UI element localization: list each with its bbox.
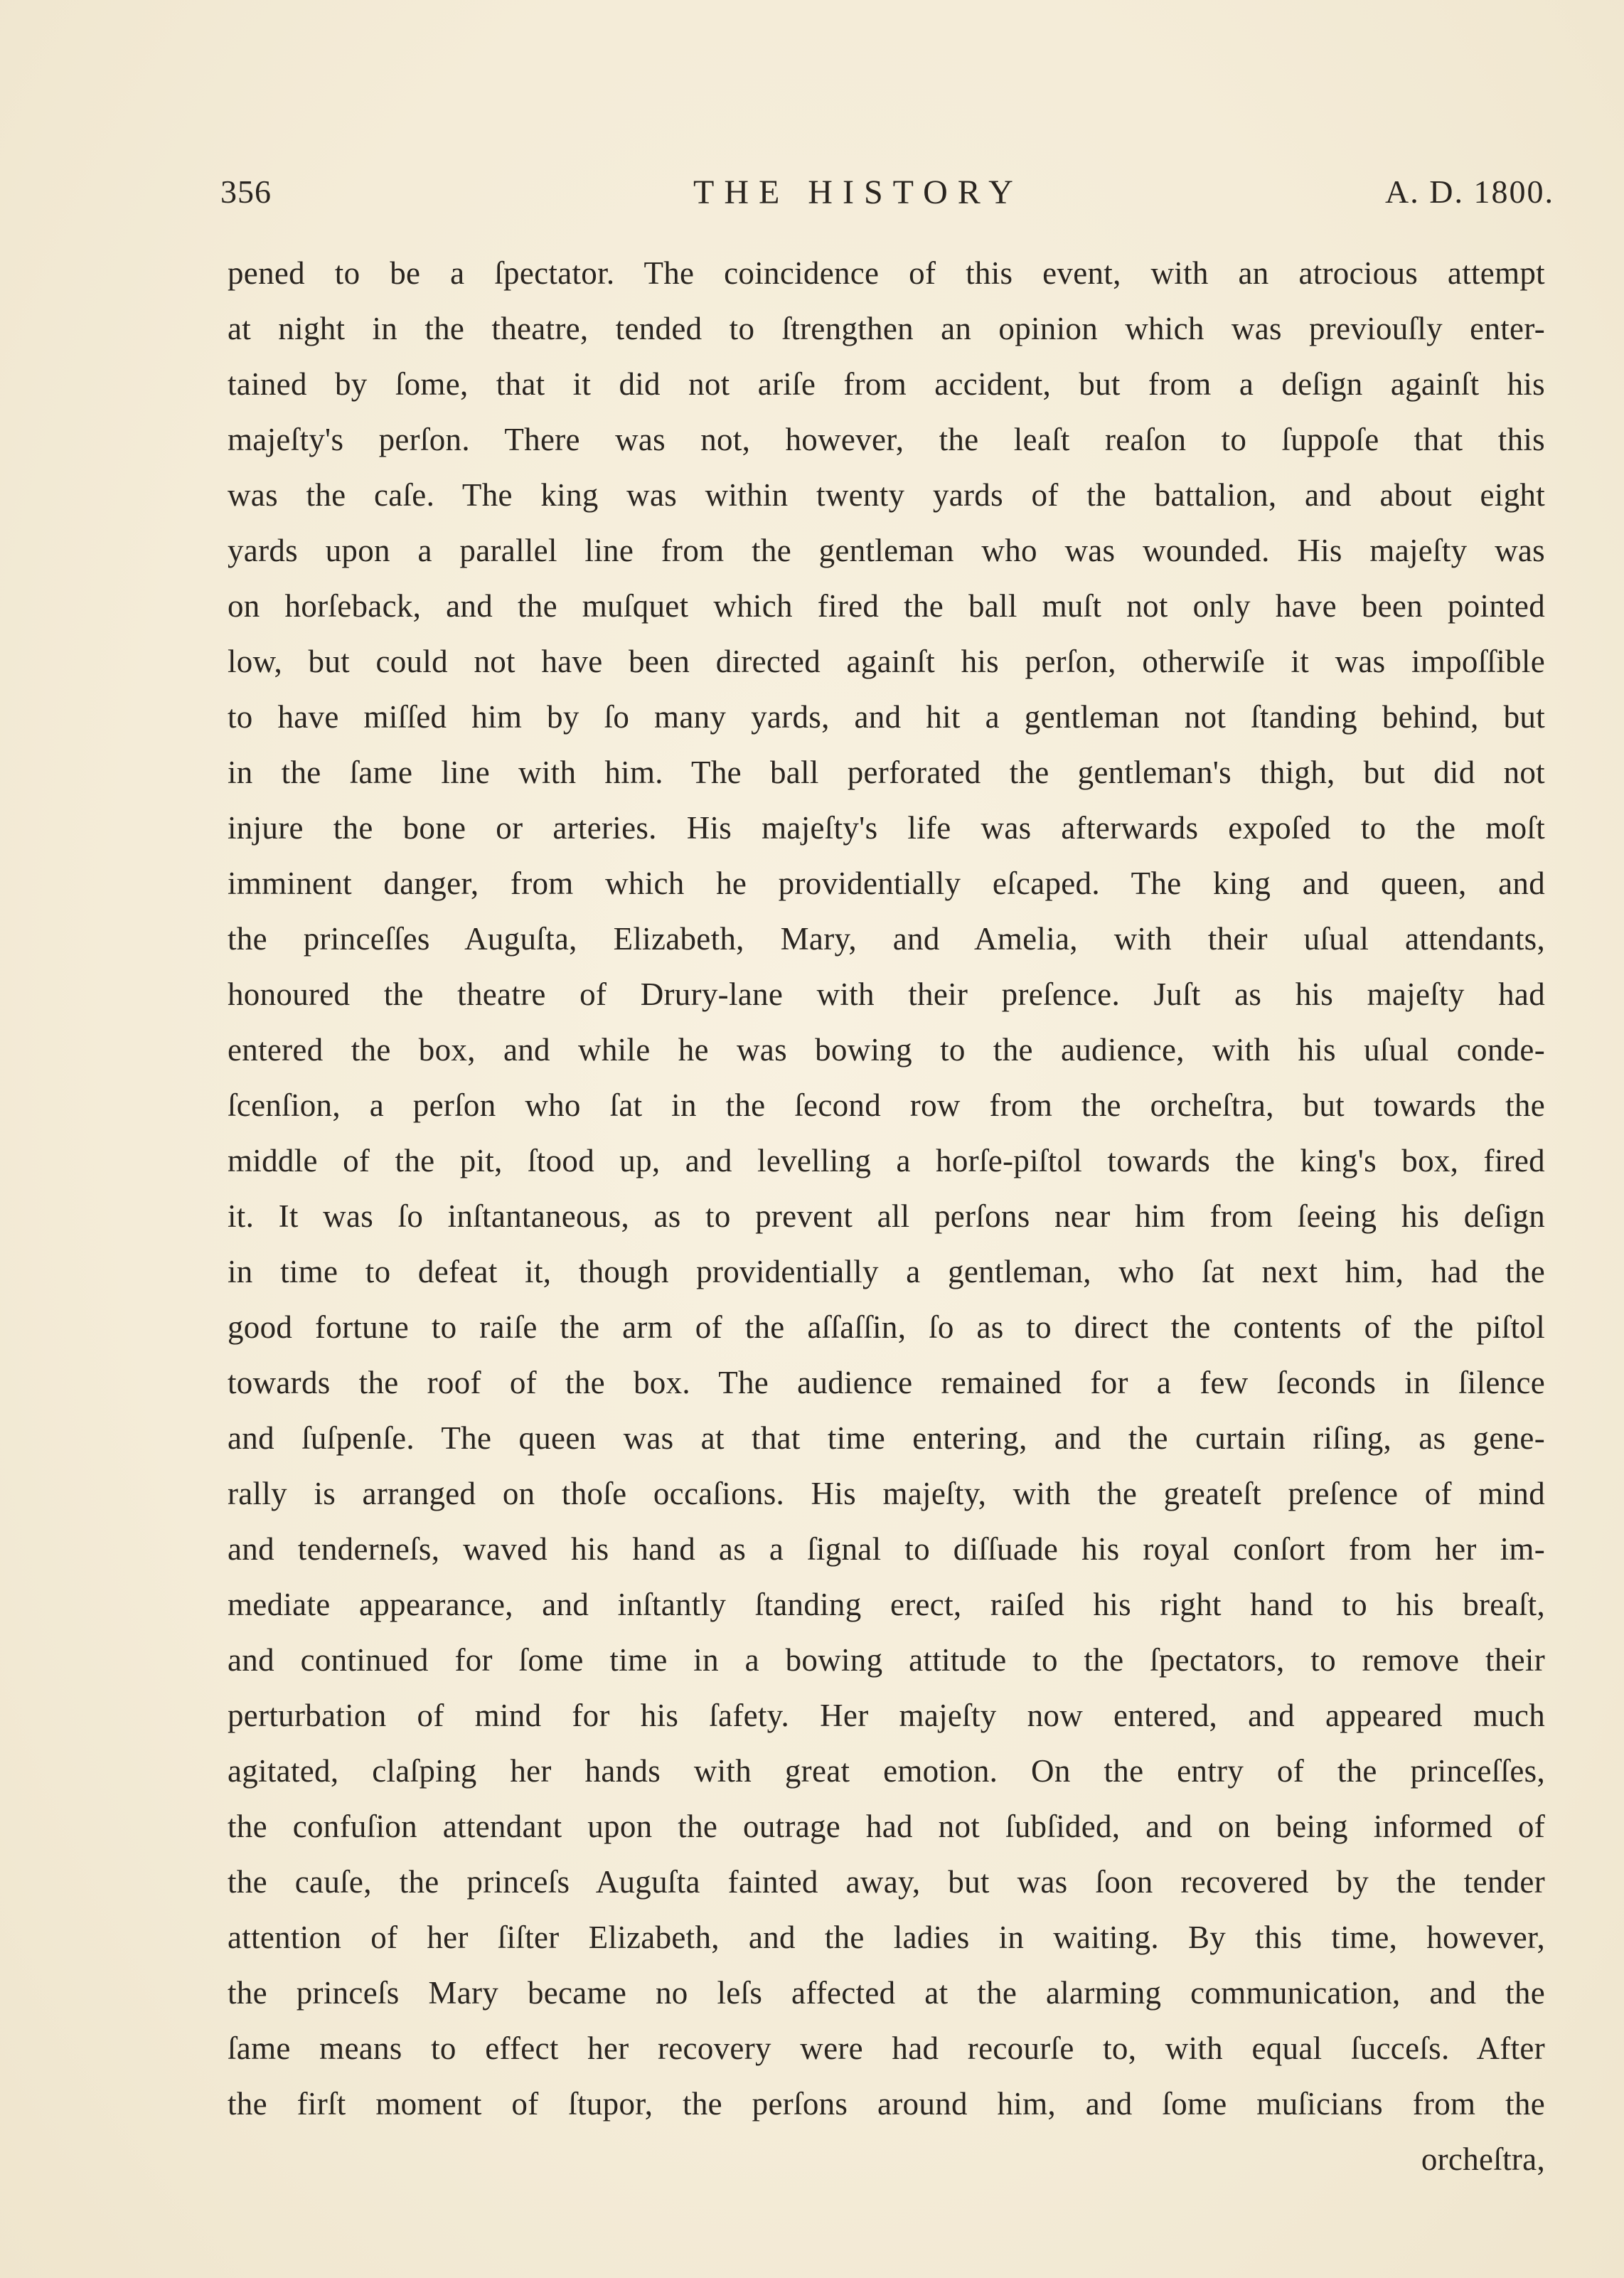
text-line: and ſuſpenſe. The queen was at that time entering, and the curtain riſing, as gene- bbox=[228, 1420, 1545, 1456]
page-number: 356 bbox=[220, 174, 272, 210]
text-line: the princeſs Mary became no leſs affected at the alarming communication, and the bbox=[228, 1975, 1545, 2011]
text-line: ſcenſion, a perſon who ſat in the ſecond row from the orcheſtra, but towards the bbox=[228, 1087, 1545, 1123]
text-line: pened to be a ſpectator. The coincidence of this event, with an atrocious attempt bbox=[228, 255, 1545, 291]
text-line: the confuſion attendant upon the outrage had not ſubſided, and on being informed of bbox=[228, 1809, 1545, 1844]
text-line: ſame means to effect her recovery were had recourſe to, with equal ſucceſs. After bbox=[228, 2030, 1545, 2066]
text-line: at night in the theatre, tended to ſtrengthen an opinion which was previouſly enter- bbox=[228, 311, 1545, 346]
page-header bbox=[220, 173, 1554, 223]
text-line: yards upon a parallel line from the gentleman who was wounded. His majeſty was bbox=[228, 533, 1545, 568]
text-line: perturbation of mind for his ſafety. Her majeſty now entered, and appeared much bbox=[228, 1698, 1545, 1733]
text-line: to have miſſed him by ſo many yards, and hit a gentleman not ſtanding behind, but bbox=[228, 699, 1545, 735]
text-line: and tenderneſs, waved his hand as a ſignal to diſſuade his royal conſort from her im- bbox=[228, 1531, 1545, 1567]
text-line: the princeſſes Auguſta, Elizabeth, Mary, and Amelia, with their uſual attendants, bbox=[228, 921, 1545, 957]
text-line: mediate appearance, and inſtantly ſtanding erect, raiſed his right hand to his breaſt, bbox=[228, 1587, 1545, 1622]
text-line: imminent danger, from which he providentially eſcaped. The king and queen, and bbox=[228, 866, 1545, 901]
text-line: towards the roof of the box. The audience remained for a few ſeconds in ſilence bbox=[228, 1365, 1545, 1400]
body-text bbox=[228, 245, 1545, 2187]
text-line: the cauſe, the princeſs Auguſta fainted away, but was ſoon recovered by the tender bbox=[228, 1864, 1545, 1900]
text-line: and continued for ſome time in a bowing attitude to the ſpectators, to remove their bbox=[228, 1642, 1545, 1678]
text-line: in the ſame line with him. The ball perforated the gentleman's thigh, but did not bbox=[228, 755, 1545, 790]
text-line: on horſeback, and the muſquet which fired the ball muſt not only have been pointed bbox=[228, 588, 1545, 624]
text-line: rally is arranged on thoſe occaſions. His majeſty, with the greateſt preſence of mind bbox=[228, 1476, 1545, 1511]
text-line: low, but could not have been directed againſt his perſon, otherwiſe it was impoſſible bbox=[228, 644, 1545, 679]
date-mark: A. D. 1800. bbox=[1385, 174, 1554, 210]
text-line: honoured the theatre of Drury-lane with their preſence. Juſt as his majeſty had bbox=[228, 976, 1545, 1012]
text-line: entered the box, and while he was bowing to the audience, with his uſual conde- bbox=[228, 1032, 1545, 1068]
text-line: agitated, claſping her hands with great emotion. On the entry of the princeſſes, bbox=[228, 1753, 1545, 1789]
text-line: majeſty's perſon. There was not, however, the leaſt reaſon to ſuppoſe that this bbox=[228, 422, 1545, 457]
text-line: in time to defeat it, though providentially a gentleman, who ſat next him, had the bbox=[228, 1254, 1545, 1289]
catchword: orcheſtra, bbox=[1421, 2141, 1545, 2177]
text-line: good fortune to raiſe the arm of the aſſaſſin, ſo as to direct the contents of the piſtol bbox=[228, 1309, 1545, 1345]
text-line: it. It was ſo inſtantaneous, as to prevent all perſons near him from ſeeing his deſign bbox=[228, 1198, 1545, 1234]
running-title: THE HISTORY bbox=[693, 174, 1023, 211]
text-line: middle of the pit, ſtood up, and levelling a horſe-piſtol towards the king's box, fired bbox=[228, 1143, 1545, 1178]
text-line: injure the bone or arteries. His majeſty's life was afterwards expoſed to the moſt bbox=[228, 810, 1545, 846]
text-line: attention of her ſiſter Elizabeth, and the ladies in waiting. By this time, however, bbox=[228, 1920, 1545, 1955]
text-line: was the caſe. The king was within twenty yards of the battalion, and about eight bbox=[228, 477, 1545, 513]
text-line: tained by ſome, that it did not ariſe from accident, but from a deſign againſt his bbox=[228, 366, 1545, 402]
text-line: the firſt moment of ſtupor, the perſons around him, and ſome muſicians from the bbox=[228, 2086, 1545, 2122]
